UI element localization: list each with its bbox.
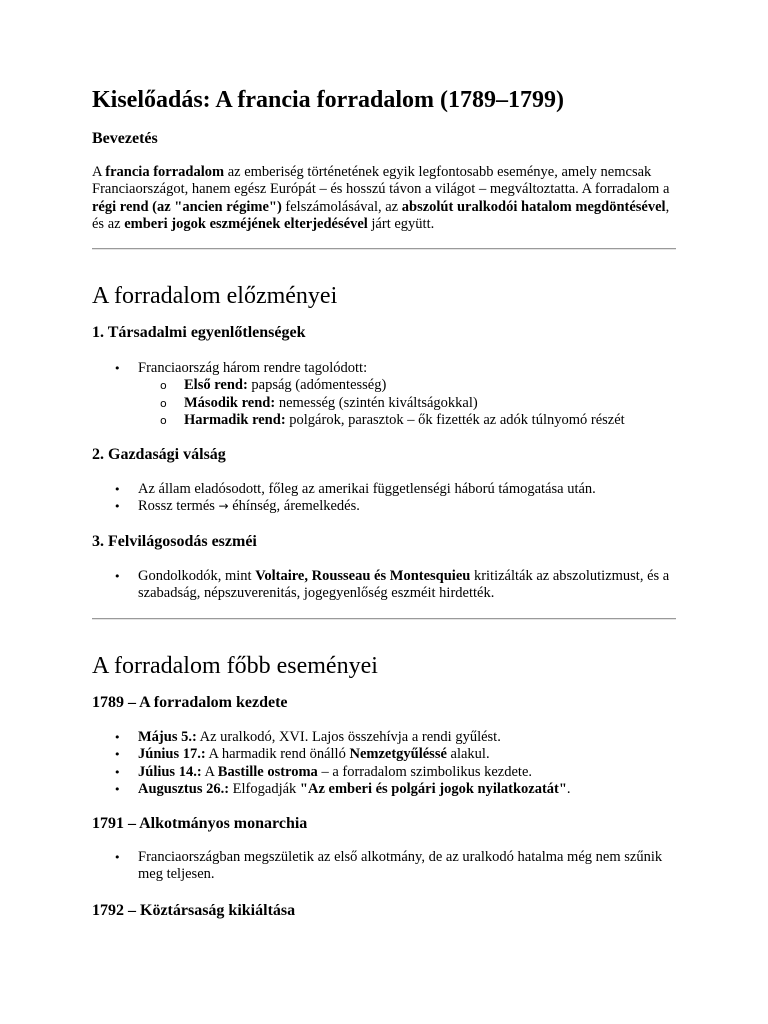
event-text: Elfogadják: [229, 781, 300, 798]
sublist-item: [138, 412, 676, 429]
sublist-item: [138, 395, 676, 412]
list-item: [92, 781, 676, 798]
list-item: [92, 360, 676, 430]
list-item: [92, 746, 676, 763]
intro-text-3: felszámolásával, az: [281, 198, 402, 215]
arrow-right-icon: →: [218, 499, 229, 514]
estate-label: Harmadik rend:: [184, 412, 286, 429]
subheading-1789: 1789 – A forradalom kezdete: [92, 694, 288, 711]
subheading-enlightenment: 3. Felvilágosodás eszméi: [92, 533, 257, 550]
event-text: A harmadik rend önálló: [205, 746, 350, 763]
intro-text-4: , és az: [92, 198, 670, 233]
list-item-text: Franciaország három rendre tagolódott:: [138, 360, 368, 376]
event-text: – a forradalom szimbolikus kezdete.: [317, 763, 533, 780]
event-bold: "Az emberi és polgári jogok nyilatkozatát": [299, 781, 567, 798]
event-date: Augusztus 26.:: [138, 781, 230, 798]
intro-text-5: járt együtt.: [367, 216, 435, 233]
events-1789-list: [92, 729, 676, 799]
event-text: Az uralkodó, XVI. Lajos összehívja a rendi gyűlést.: [196, 729, 501, 745]
subheading-social-inequality: 1. Társadalmi egyenlőtlenségek: [92, 324, 306, 341]
intro-heading: Bevezetés: [92, 130, 158, 147]
event-date: Május 5.:: [138, 729, 197, 745]
sublist-item: [138, 377, 676, 394]
social-inequality-list: [92, 360, 676, 430]
enlightenment-list: [92, 568, 676, 603]
list-item-text: Az állam eladósodott, főleg az amerikai függetlenségi háború támogatása után.: [138, 481, 596, 497]
event-date: Július 14.:: [138, 763, 202, 780]
list-item-text: Gondolkodók, mint: [138, 568, 256, 584]
intro-bold-2: régi rend (az "ancien régime"): [92, 198, 282, 215]
intro-paragraph: [92, 164, 676, 234]
intro-bold-3: abszolút uralkodói hatalom megdöntésével: [401, 198, 666, 215]
intro-bold-1: francia forradalom: [105, 164, 225, 180]
estate-label: Második rend:: [184, 394, 276, 411]
intro-bold-4: emberi jogok eszméjének elterjedésével: [124, 216, 368, 233]
events-1791-list: [92, 849, 676, 884]
estates-sublist: [138, 377, 676, 429]
intro-text-2: az emberiség történetének egyik legfontosabb eseménye, amely nemcsak Franciaországot, hanem egész Európát – és hosszú távon a világot – megváltoztatta. A forradalom a: [92, 164, 670, 198]
subheading-economic-crisis: 2. Gazdasági válság: [92, 446, 226, 463]
list-item-text: éhínség, áremelkedés.: [228, 498, 360, 515]
thinkers-names: Voltaire, Rousseau és Montesquieu: [255, 568, 471, 584]
divider: [92, 618, 676, 620]
event-date: Június 17.:: [138, 746, 206, 763]
intro-text-1: A: [92, 164, 106, 180]
event-bold: Bastille ostroma: [217, 763, 318, 780]
section-heading-events: A forradalom főbb eseményei: [92, 653, 378, 679]
estate-text: polgárok, parasztok – ők fizették az adók túlnyomó részét: [285, 412, 625, 429]
event-text: .: [566, 781, 571, 798]
section-heading-predecessors: A forradalom előzményei: [92, 283, 338, 309]
estate-label: Első rend:: [184, 377, 248, 394]
estate-text: papság (adómentesség): [247, 377, 387, 394]
list-item: [92, 498, 676, 515]
list-item-text: Rossz termés: [138, 498, 219, 515]
estate-text: nemesség (szintén kiváltságokkal): [275, 394, 478, 411]
list-item-text: kritizálták az abszolutizmust, és a szabadság, népszuverenitás, jogegyenlőség eszméit hirdették.: [138, 568, 670, 602]
list-item: [92, 764, 676, 781]
list-item-text: Franciaországban megszületik az első alkotmány, de az uralkodó hatalma még nem szűnik meg teljesen.: [138, 849, 663, 883]
divider: [92, 248, 676, 250]
list-item: [92, 568, 676, 603]
list-item: [92, 481, 676, 498]
event-bold: Nemzetgyűléssé: [349, 746, 447, 763]
economic-crisis-list: [92, 481, 676, 516]
subheading-1792: 1792 – Köztársaság kikiáltása: [92, 902, 296, 919]
subheading-1791: 1791 – Alkotmányos monarchia: [92, 815, 308, 832]
list-item: [92, 849, 676, 884]
event-text: alakul.: [446, 746, 490, 763]
list-item: [92, 729, 676, 746]
document-title: Kiselőadás: A francia forradalom (1789–1799): [92, 87, 564, 113]
event-text: A: [201, 763, 218, 780]
